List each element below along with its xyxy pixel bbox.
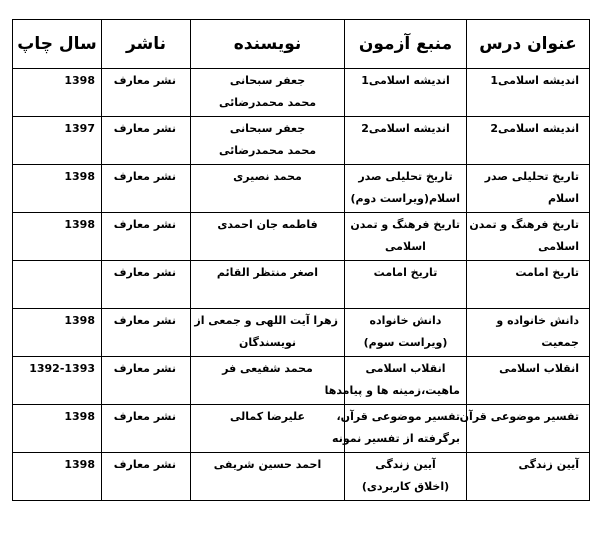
cell-title-line: آیین زندگی [518,458,579,471]
cell-source [332,405,467,453]
cell-source-line: دانش خانواده [369,314,442,327]
cell-author-line: جعفر سبحانی [229,74,306,87]
cell-source [345,165,467,213]
cell-author-line: محمد نصیری [233,170,302,183]
cell-publisher-text: نشر معارف [113,170,176,183]
cell-publisher-text: نشر معارف [113,122,176,135]
cell-source [345,69,467,117]
cell-publisher [102,69,191,117]
cell-year [13,309,102,357]
cell-author-line: فاطمه جان احمدی [217,218,318,231]
cell-year-text: 1392-1393 [29,362,95,375]
cell-source-line: (ویراست سوم) [363,336,448,349]
cell-year-text: 1398 [64,218,95,231]
table-body [13,69,590,501]
cell-publisher-text: نشر معارف [113,458,176,471]
cell-title-line: تاریخ تحلیلی صدر [484,170,579,183]
cell-source [324,357,467,405]
cell-source [345,213,467,261]
cell-publisher [102,213,191,261]
cell-source-line: اندیشه اسلامی1 [361,74,450,87]
header-author: نویسنده [191,20,345,69]
cell-publisher-text: نشر معارف [113,266,176,279]
cell-author [191,165,345,213]
cell-title-line: اسلامی [538,240,579,253]
cell-title [467,357,590,405]
table-row [13,213,590,261]
cell-author [191,117,345,165]
cell-publisher-text: نشر معارف [113,410,176,423]
cell-publisher [102,453,191,501]
cell-publisher [102,165,191,213]
cell-year [13,213,102,261]
cell-publisher [102,117,191,165]
cell-author-line: زهرا آیت اللهی و جمعی از [194,314,338,327]
table-row [13,261,590,309]
cell-title [467,165,590,213]
cell-source-line: انقلاب اسلامی [365,362,446,375]
cell-title [467,309,590,357]
cell-year-text: 1397 [64,122,95,135]
cell-source-line: تفسیر موضوعی قرآن، [336,410,460,423]
table-row [13,453,590,501]
header-title: عنوان درس [467,20,590,69]
cell-year-text: 1398 [64,410,95,423]
table-row [13,309,590,357]
cell-source-line: تاریخ امامت [373,266,438,279]
cell-year [13,69,102,117]
table-row [13,405,590,453]
cell-author [191,261,345,309]
table-row [13,357,590,405]
cell-publisher-text: نشر معارف [113,362,176,375]
cell-title-line: اسلام [547,192,579,205]
cell-year-text: 1398 [64,170,95,183]
cell-year [13,117,102,165]
cell-year [13,165,102,213]
cell-title [467,453,590,501]
header-source: منبع آزمون [345,20,467,69]
cell-publisher [102,309,191,357]
cell-year [13,357,102,405]
cell-year-text: 1398 [64,74,95,87]
cell-source-line: آیین زندگی [375,458,436,471]
cell-year-text: 1398 [64,314,95,327]
cell-author-line: نویسندگان [238,336,297,349]
header-year: سال چاپ [13,20,102,69]
cell-source-line: اندیشه اسلامی2 [361,122,450,135]
cell-year-text: 1398 [64,458,95,471]
cell-source-line: تاریخ تحلیلی صدر [358,170,453,183]
cell-title-line: جمعیت [541,336,579,349]
cell-author-line: محمد شفیعی فر [222,362,313,375]
table-header-row [13,20,590,69]
cell-title [467,117,590,165]
cell-title [467,213,590,261]
cell-publisher [102,405,191,453]
cell-year [13,453,102,501]
cell-title-line: تاریخ فرهنگ و تمدن [469,218,579,231]
cell-publisher [102,261,191,309]
cell-year [13,405,102,453]
cell-title-line: تاریخ امامت [515,266,579,279]
cell-author-line: جعفر سبحانی [229,122,306,135]
cell-source [345,117,467,165]
header-publisher: ناشر [102,20,191,69]
cell-author [191,405,345,453]
course-sources-table [12,19,590,501]
cell-title [467,69,590,117]
cell-author-line: علیرضا کمالی [229,410,306,423]
cell-source [345,453,467,501]
cell-year [13,261,102,309]
cell-author [191,453,345,501]
cell-source [345,309,467,357]
cell-author [191,357,345,405]
cell-source [345,261,467,309]
cell-title [459,405,590,453]
cell-source-line: اسلام(ویراست دوم) [350,192,460,205]
table-row [13,165,590,213]
cell-title [467,261,590,309]
cell-author-line: محمد محمدرضائی [218,96,317,109]
cell-author [191,69,345,117]
cell-author-line: محمد محمدرضائی [218,144,317,157]
cell-title-line: اندیشه اسلامی2 [490,122,579,135]
cell-publisher-text: نشر معارف [113,314,176,327]
table-row [13,117,590,165]
cell-author-line: احمد حسین شریفی [213,458,322,471]
cell-title-line: تفسیر موضوعی قرآن [459,410,579,423]
cell-publisher [102,357,191,405]
cell-source-line: تاریخ فرهنگ و تمدن [350,218,460,231]
cell-publisher-text: نشر معارف [113,218,176,231]
cell-author [191,309,345,357]
table-row [13,69,590,117]
cell-title-line: انقلاب اسلامی [499,362,579,375]
cell-source-line: (اخلاق کاربردی) [361,480,450,493]
cell-title-line: اندیشه اسلامی1 [490,74,579,87]
cell-title-line: دانش خانواده و [496,314,579,327]
cell-source-line: برگرفته از تفسیر نمونه [332,432,460,445]
cell-source-line: ماهیت،زمینه ها و پیامدها [324,384,460,397]
cell-author-line: اصغر منتظر القائم [216,266,319,279]
cell-author [191,213,345,261]
cell-publisher-text: نشر معارف [113,74,176,87]
cell-source-line: اسلامی [385,240,426,253]
